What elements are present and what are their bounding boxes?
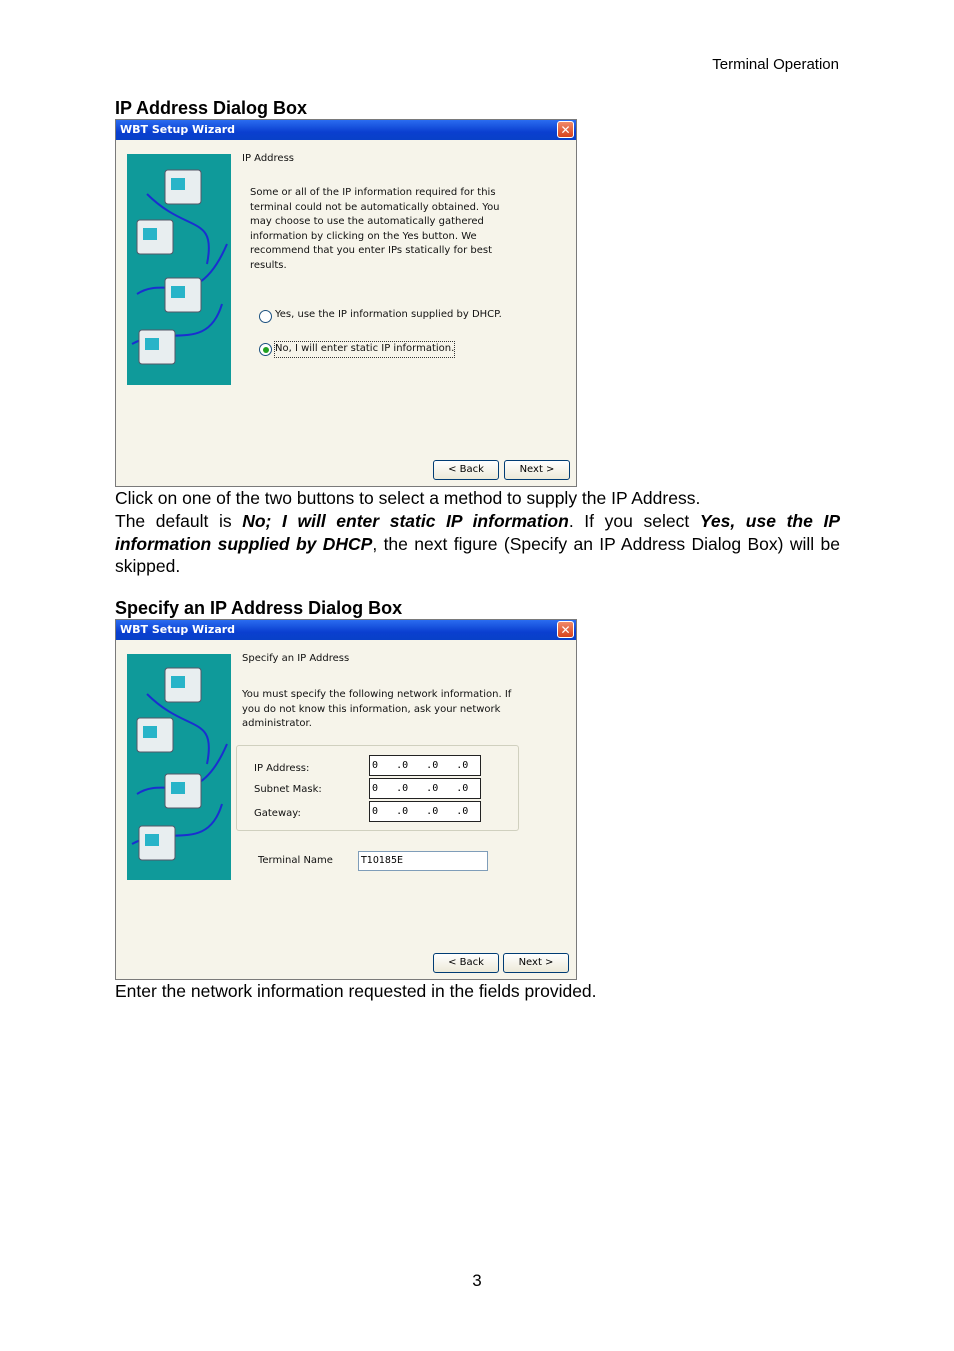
dialog-heading: IP Address bbox=[242, 153, 294, 164]
gateway-field[interactable]: 0 .0 .0 .0 bbox=[369, 801, 481, 822]
close-icon[interactable]: ✕ bbox=[557, 621, 574, 638]
ip-address-label: IP Address: bbox=[254, 763, 310, 774]
page-header: Terminal Operation bbox=[712, 56, 839, 73]
radio-yes-label[interactable]: Yes, use the IP information supplied by DHCP. bbox=[275, 309, 502, 320]
paragraph-select-method: Click on one of the two buttons to select a method to supply the IP Address. bbox=[115, 488, 701, 508]
dialog-titlebar: WBT Setup Wizard bbox=[116, 620, 576, 640]
section-title-specify-ip: Specify an IP Address Dialog Box bbox=[115, 598, 403, 618]
page-number: 3 bbox=[472, 1271, 482, 1290]
back-button[interactable]: < Back bbox=[433, 460, 499, 480]
specify-ip-dialog bbox=[115, 619, 577, 980]
radio-no-static[interactable] bbox=[259, 343, 272, 356]
ip-address-field[interactable]: 0 .0 .0 .0 bbox=[369, 755, 481, 776]
gateway-label: Gateway: bbox=[254, 808, 301, 819]
network-illustration-icon bbox=[127, 154, 231, 385]
radio-yes-dhcp[interactable] bbox=[259, 310, 272, 323]
network-illustration-icon bbox=[127, 654, 231, 880]
next-button[interactable]: Next > bbox=[504, 460, 570, 480]
ip-address-dialog bbox=[115, 119, 577, 487]
next-button[interactable]: Next > bbox=[503, 953, 569, 973]
dialog-heading: Specify an IP Address bbox=[242, 653, 350, 664]
dialog-body bbox=[116, 640, 576, 979]
section-title-ip-address: IP Address Dialog Box bbox=[115, 98, 308, 118]
network-computers-illustration bbox=[127, 654, 231, 880]
radio-no-label[interactable]: No, I will enter static IP information. bbox=[275, 342, 454, 357]
dialog-body bbox=[116, 140, 576, 486]
paragraph-enter-network-info: Enter the network information requested in the fields provided. bbox=[115, 981, 597, 1001]
subnet-mask-label: Subnet Mask: bbox=[254, 784, 322, 795]
back-button[interactable]: < Back bbox=[433, 953, 499, 973]
dialog-titlebar: WBT Setup Wizard bbox=[116, 120, 576, 140]
paragraph-default-option: The default is No; I will enter static IP information. If you select Yes, use the IP information supplied by DHCP, the next figure (Specify an IP Address Dialog Box) will be skipped. bbox=[115, 511, 840, 576]
dialog-description: You must specify the following network information. If you do not know this information, ask your network administrator. bbox=[242, 689, 512, 729]
dialog-description: Some or all of the IP information required for this terminal could not be automatically obtained. You may choose to use the automatically gathered information by clicking on the Yes button. We recommend that you enter IPs statically for best results. bbox=[250, 187, 500, 271]
terminal-name-label: Terminal Name bbox=[258, 855, 333, 866]
terminal-name-field[interactable]: T10185E bbox=[358, 851, 488, 871]
subnet-mask-field[interactable]: 0 .0 .0 .0 bbox=[369, 778, 481, 799]
close-icon[interactable]: ✕ bbox=[557, 121, 574, 138]
network-computers-illustration bbox=[127, 154, 231, 385]
